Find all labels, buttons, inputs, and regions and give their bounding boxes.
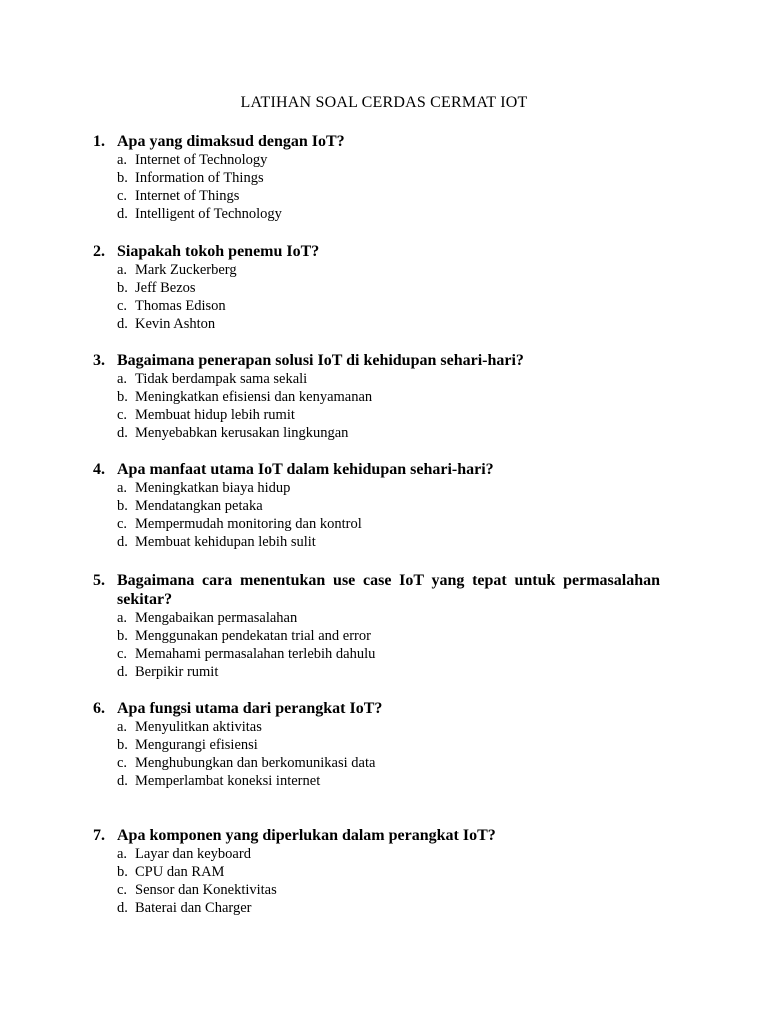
option-text: Menyebabkan kerusakan lingkungan (135, 425, 349, 441)
option-item (117, 479, 660, 497)
option-text: Mendatangkan petaka (135, 498, 263, 514)
option-text: CPU dan RAM (135, 864, 225, 880)
option-item (117, 881, 660, 899)
option-text: Menggunakan pendekatan trial and error (135, 628, 371, 644)
question-number: 1. (93, 133, 105, 150)
option-letter: c. (117, 298, 128, 314)
option-letter: c. (117, 516, 128, 532)
option-item (117, 297, 660, 315)
page-title: LATIHAN SOAL CERDAS CERMAT IOT (240, 94, 528, 111)
option-item (117, 718, 660, 736)
option-text: Kevin Ashton (135, 316, 216, 332)
option-text: Meningkatkan efisiensi dan kenyamanan (135, 389, 373, 405)
option-list (117, 718, 660, 790)
question-text: Apa komponen yang diperlukan dalam perangkat IoT? (117, 827, 496, 844)
option-letter: b. (117, 280, 128, 296)
option-list (117, 151, 660, 223)
option-text: Jeff Bezos (135, 280, 196, 296)
option-item (117, 370, 660, 388)
question-number: 4. (93, 461, 105, 478)
option-letter: a. (117, 846, 128, 862)
option-item (117, 497, 660, 515)
option-text: Menghubungkan dan berkomunikasi data (135, 755, 376, 771)
question-6 (93, 699, 660, 790)
option-text: Menyulitkan aktivitas (135, 719, 262, 735)
option-item (117, 645, 660, 663)
option-text: Intelligent of Technology (135, 206, 282, 222)
option-item (117, 169, 660, 187)
option-letter: d. (117, 900, 128, 916)
option-list (117, 370, 660, 442)
option-item (117, 736, 660, 754)
option-item (117, 899, 660, 917)
option-item (117, 261, 660, 279)
option-letter: c. (117, 755, 128, 771)
option-letter: c. (117, 882, 128, 898)
option-item (117, 205, 660, 223)
option-item (117, 515, 660, 533)
option-text: Baterai dan Charger (135, 900, 252, 916)
option-item (117, 388, 660, 406)
option-letter: b. (117, 170, 128, 186)
question-number: 6. (93, 700, 105, 717)
option-item (117, 754, 660, 772)
question-text: Apa fungsi utama dari perangkat IoT? (117, 700, 383, 717)
option-letter: d. (117, 425, 128, 441)
option-text: Tidak berdampak sama sekali (135, 371, 308, 387)
option-letter: a. (117, 262, 128, 278)
question-number: 2. (93, 243, 105, 260)
question-number: 7. (93, 827, 105, 844)
option-letter: d. (117, 664, 128, 680)
option-letter: a. (117, 480, 128, 496)
option-letter: a. (117, 371, 128, 387)
option-text: Information of Things (135, 170, 264, 186)
option-letter: b. (117, 628, 128, 644)
option-text: Thomas Edison (135, 298, 226, 314)
question-number: 3. (93, 352, 105, 369)
question-text: Bagaimana penerapan solusi IoT di kehidupan sehari-hari? (117, 352, 524, 369)
option-item (117, 279, 660, 297)
question-text: Apa yang dimaksud dengan IoT? (117, 133, 345, 150)
option-text: Mengabaikan permasalahan (135, 610, 298, 626)
option-list (117, 609, 660, 681)
option-list (117, 479, 660, 551)
option-text: Memperlambat koneksi internet (135, 773, 321, 789)
option-item (117, 863, 660, 881)
question-text: Bagaimana cara menentukan use case IoT yang tepat untuk permasalahan sekitar? (117, 572, 660, 608)
option-letter: b. (117, 389, 128, 405)
option-letter: b. (117, 737, 128, 753)
option-text: Internet of Technology (135, 152, 268, 168)
option-item (117, 627, 660, 645)
option-item (117, 151, 660, 169)
option-text: Membuat kehidupan lebih sulit (135, 534, 316, 550)
option-letter: a. (117, 152, 128, 168)
option-letter: b. (117, 498, 128, 514)
option-text: Internet of Things (135, 188, 240, 204)
option-text: Memahami permasalahan terlebih dahulu (135, 646, 376, 662)
question-1 (93, 132, 660, 223)
option-item (117, 533, 660, 551)
option-text: Mengurangi efisiensi (135, 737, 258, 753)
option-letter: d. (117, 534, 128, 550)
option-item (117, 406, 660, 424)
option-item (117, 187, 660, 205)
question-4 (93, 460, 660, 551)
option-text: Mempermudah monitoring dan kontrol (135, 516, 362, 532)
question-7 (93, 826, 660, 917)
question-2 (93, 242, 660, 333)
question-5 (93, 571, 660, 681)
option-letter: d. (117, 206, 128, 222)
option-list (117, 845, 660, 917)
option-text: Berpikir rumit (135, 664, 219, 680)
option-letter: a. (117, 719, 128, 735)
question-number: 5. (93, 572, 105, 589)
option-letter: c. (117, 407, 128, 423)
question-text: Siapakah tokoh penemu IoT? (117, 243, 320, 260)
question-text: Apa manfaat utama IoT dalam kehidupan sehari-hari? (117, 461, 494, 478)
option-letter: d. (117, 316, 128, 332)
option-letter: c. (117, 646, 128, 662)
option-list (117, 261, 660, 333)
option-letter: d. (117, 773, 128, 789)
option-text: Mark Zuckerberg (135, 262, 237, 278)
option-item (117, 663, 660, 681)
option-text: Sensor dan Konektivitas (135, 882, 277, 898)
option-letter: b. (117, 864, 128, 880)
option-item (117, 609, 660, 627)
option-text: Meningkatkan biaya hidup (135, 480, 291, 496)
option-item (117, 845, 660, 863)
option-item (117, 315, 660, 333)
option-text: Membuat hidup lebih rumit (135, 407, 295, 423)
option-item (117, 424, 660, 442)
question-3 (93, 351, 660, 442)
option-text: Layar dan keyboard (135, 846, 251, 862)
option-item (117, 772, 660, 790)
option-letter: a. (117, 610, 128, 626)
option-letter: c. (117, 188, 128, 204)
